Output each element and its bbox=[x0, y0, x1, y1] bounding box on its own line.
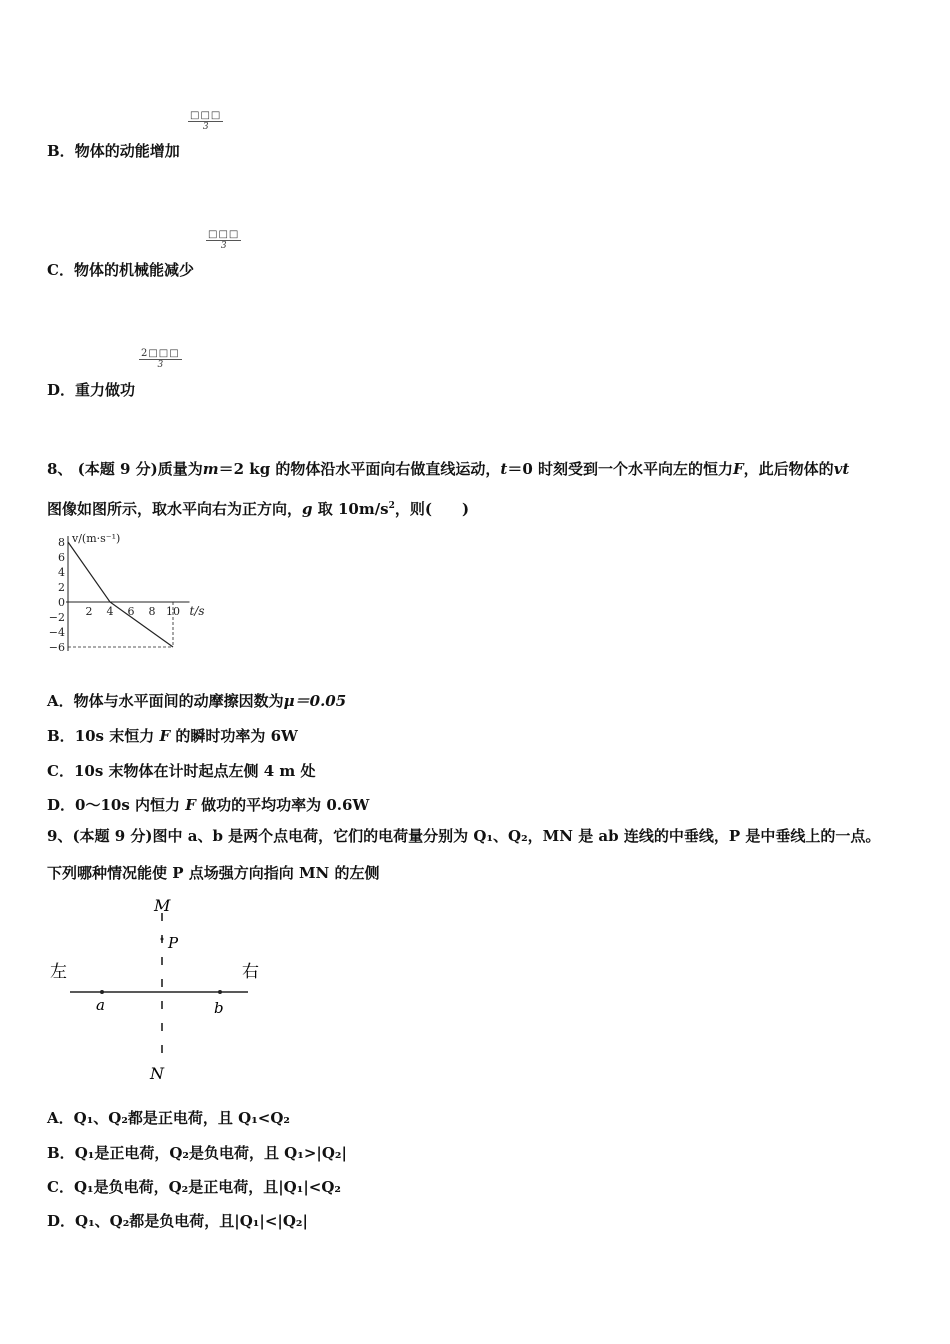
charge-b bbox=[218, 990, 222, 994]
q8-option-b: B．10s 末恒力 F 的瞬时功率为 6W bbox=[47, 727, 298, 745]
q9-option-c: C．Q₁是负电荷，Q₂是正电荷，且|Q₁|<Q₂ bbox=[47, 1178, 341, 1196]
q8-option-d: D．0～10s 内恒力 F 做功的平均功率为 0.6W bbox=[47, 796, 370, 814]
q9-option-b: B．Q₁是正电荷，Q₂是负电荷，且 Q₁>|Q₂| bbox=[47, 1144, 347, 1162]
vt-chart bbox=[44, 530, 205, 660]
charge-a bbox=[100, 990, 104, 994]
fraction-c: □□□ 3 bbox=[208, 229, 240, 251]
q7-option-c: C．物体的机械能减少 bbox=[47, 261, 194, 279]
y-tick-label: 6 bbox=[58, 551, 65, 564]
label-N: N bbox=[150, 1064, 164, 1083]
label-left: 左 bbox=[50, 962, 67, 982]
point-p bbox=[161, 938, 164, 941]
fraction-b: □□□ 3 bbox=[190, 110, 222, 132]
q8-option-c: C．10s 末物体在计时起点左侧 4 m 处 bbox=[47, 762, 316, 780]
x-tick-label: 8 bbox=[148, 605, 156, 618]
label-b: b bbox=[214, 999, 224, 1017]
y-axis-label: v/(m·s⁻¹) bbox=[72, 532, 121, 545]
label-M: M bbox=[154, 896, 171, 915]
y-tick-label: 8 bbox=[58, 536, 65, 549]
x-tick-label: 10 bbox=[166, 605, 180, 618]
x-tick-label: 4 bbox=[106, 605, 114, 618]
label-a: a bbox=[96, 996, 105, 1014]
q9-option-a: A．Q₁、Q₂都是正电荷，且 Q₁<Q₂ bbox=[47, 1109, 290, 1127]
y-tick-label: 0 bbox=[58, 596, 65, 609]
label-P: P bbox=[168, 934, 179, 952]
fraction-d: $\frac{2□□□}{3}$ bbox=[141, 348, 180, 370]
charge-diagram bbox=[44, 895, 284, 1090]
y-tick-label: 2 bbox=[58, 581, 65, 594]
y-tick-label: −6 bbox=[48, 641, 65, 654]
x-axis-label: t/s bbox=[189, 604, 205, 618]
series-line bbox=[68, 542, 173, 647]
label-right: 右 bbox=[242, 962, 259, 982]
y-tick-label: −2 bbox=[48, 611, 65, 624]
q7-option-d: D．重力做功 bbox=[47, 381, 136, 399]
x-tick-label: 6 bbox=[127, 605, 135, 618]
q8-stem: 8、 (本题 9 分)质量为m＝2 kg 的物体沿水平面向右做直线运动，t＝0 时刻受到一个水平向左的恒力F，此后物体的vt 图像如图所示，取水平向右为正方向，g 取 $10m/s^2$，则( ) bbox=[47, 460, 850, 518]
q7-option-b: B．物体的动能增加 bbox=[47, 142, 180, 160]
q9-option-d: D．Q₁、Q₂都是负电荷，且|Q₁|<|Q₂| bbox=[47, 1212, 308, 1230]
q8-option-a: A．物体与水平面间的动摩擦因数为μ＝0.05 bbox=[47, 692, 347, 710]
y-tick-label: −4 bbox=[48, 626, 65, 639]
y-tick-label: 4 bbox=[58, 566, 65, 579]
q9-stem: 9、(本题 9 分)图中 a、b 是两个点电荷，它们的电荷量分别为 Q₁、Q₂，MN 是 ab 连线的中垂线，P 是中垂线上的一点。 下列哪种情况能使 P 点场强方向指向 MN 的左侧 bbox=[47, 827, 881, 882]
x-tick-label: 2 bbox=[85, 605, 93, 618]
